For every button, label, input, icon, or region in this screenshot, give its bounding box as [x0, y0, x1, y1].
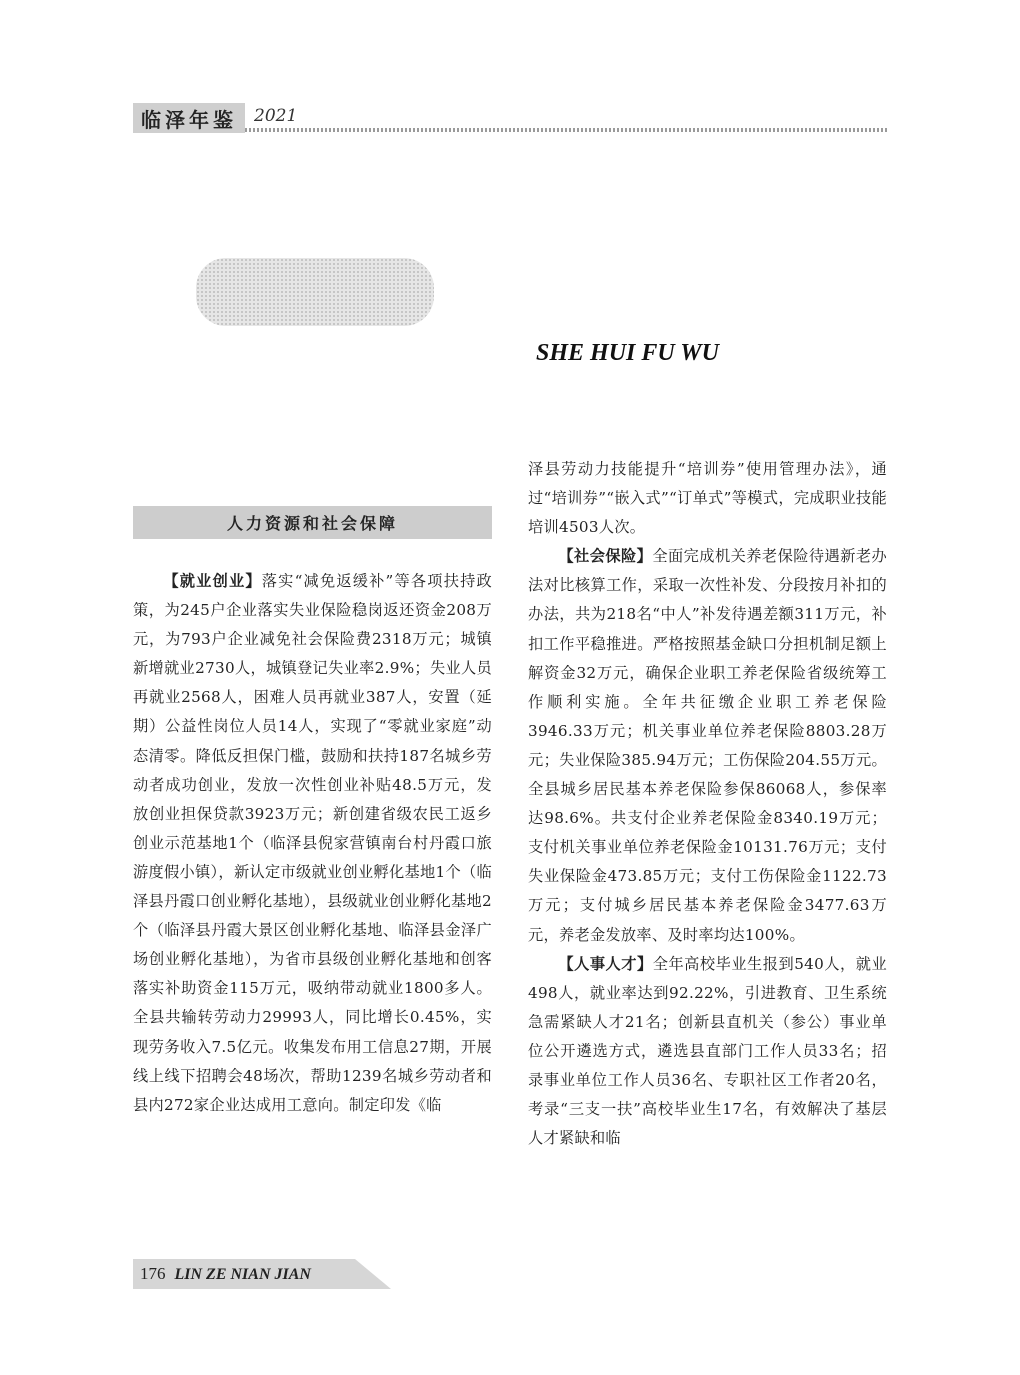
- paragraph-keyword: 【人事人才】: [558, 954, 653, 973]
- paragraph-employment: [133, 567, 492, 1120]
- paragraph-body: 落实“减免返缓补”等各项扶持政策，为245户企业落实失业保险稳岗返还资金208万元，为793户企业减免社会保险费2318万元；城镇新增就业2730人，城镇登记失业率2.9%；失业人员再就业2568人，困难人员再就业387人，安置（延期）公益性岗位人员14人，实现了“零就业家庭”动态清零。降低反担保门槛，鼓励和扶持187名城乡劳动者成功创业，发放一次性创业补贴48.5万元，发放创业担保贷款3923万元；新创建省级农民工返乡创业示范基地1个（临泽县倪家营镇南台村丹霞口旅游度假小镇），新认定市级就业创业孵化基地1个（临泽县丹霞口创业孵化基地），县级就业创业孵化基地2个（临泽县丹霞大景区创业孵化基地、临泽县金泽广场创业孵化基地），为省市县级创业孵化基地和创客落实补助资金115万元，吸纳带动就业1800多人。全县共输转劳动力29993人，同比增长0.45%，实现劳务收入7.5亿元。收集发布用工信息27期，开展线上线下招聘会48场次，帮助1239名城乡劳动者和县内272家企业达成用工意向。制定印发《临: [133, 572, 492, 1114]
- paragraph-continuation: 泽县劳动力技能提升“培训券”使用管理办法》，通过“培训券”“嵌入式”“订单式”等模式，完成职业技能培训4503人次。: [528, 460, 887, 537]
- decorative-dotted-pill: [196, 258, 434, 326]
- paragraph-social-insurance: [528, 542, 887, 949]
- yearbook-logo-text: 临泽年鉴: [141, 107, 237, 132]
- footer-title: LIN ZE NIAN JIAN: [174, 1266, 311, 1283]
- header-dotted-rule: [245, 128, 887, 132]
- paragraph-keyword: 【社会保险】: [558, 547, 653, 566]
- yearbook-logo: [133, 103, 245, 133]
- section-english-title: SHE HUI FU WU: [536, 340, 719, 366]
- page-number: 176: [140, 1264, 166, 1283]
- paragraph-personnel: [528, 950, 887, 1154]
- section-title-bar: [133, 506, 492, 539]
- footer: [140, 1264, 311, 1284]
- header-year: 2021: [254, 106, 298, 126]
- paragraph-body: 全面完成机关养老保险待遇新老办法对比核算工作，采取一次性补发、分段按月补扣的办法，共为218名“中人”补发待遇差额311万元，补扣工作平稳推进。严格按照基金缺口分担机制足额上解资金32万元，确保企业职工养老保险省级统筹工作顺利实施。全年共征缴企业职工养老保险3946.33万元；机关事业单位养老保险8803.28万元；失业保险385.94万元；工伤保险204.55万元。全县城乡居民基本养老保险参保86068人，参保率达98.6%。共支付企业养老保险金8340.19万元；支付机关事业单位养老保险金10131.76万元；支付失业保险金473.85万元；支付工伤保险金1122.73万元；支付城乡居民基本养老保险金3477.63万元，养老金发放率、及时率均达100%。: [528, 547, 887, 944]
- left-text-column: [133, 567, 492, 1120]
- paragraph-keyword: 【就业创业】: [163, 572, 262, 590]
- paragraph-body: 全年高校毕业生报到540人，就业498人，就业率达到92.22%，引进教育、卫生系统急需紧缺人才21名；创新县直机关（参公）事业单位公开遴选方式，遴选县直部门工作人员33名；招录事业单位工作人员36名、专职社区工作者20名，考录“三支一扶”高校毕业生17名，有效解决了基层人才紧缺和临: [528, 954, 887, 1148]
- right-text-column: [528, 455, 887, 1153]
- section-chinese-title: 人力资源和社会保障: [226, 514, 398, 533]
